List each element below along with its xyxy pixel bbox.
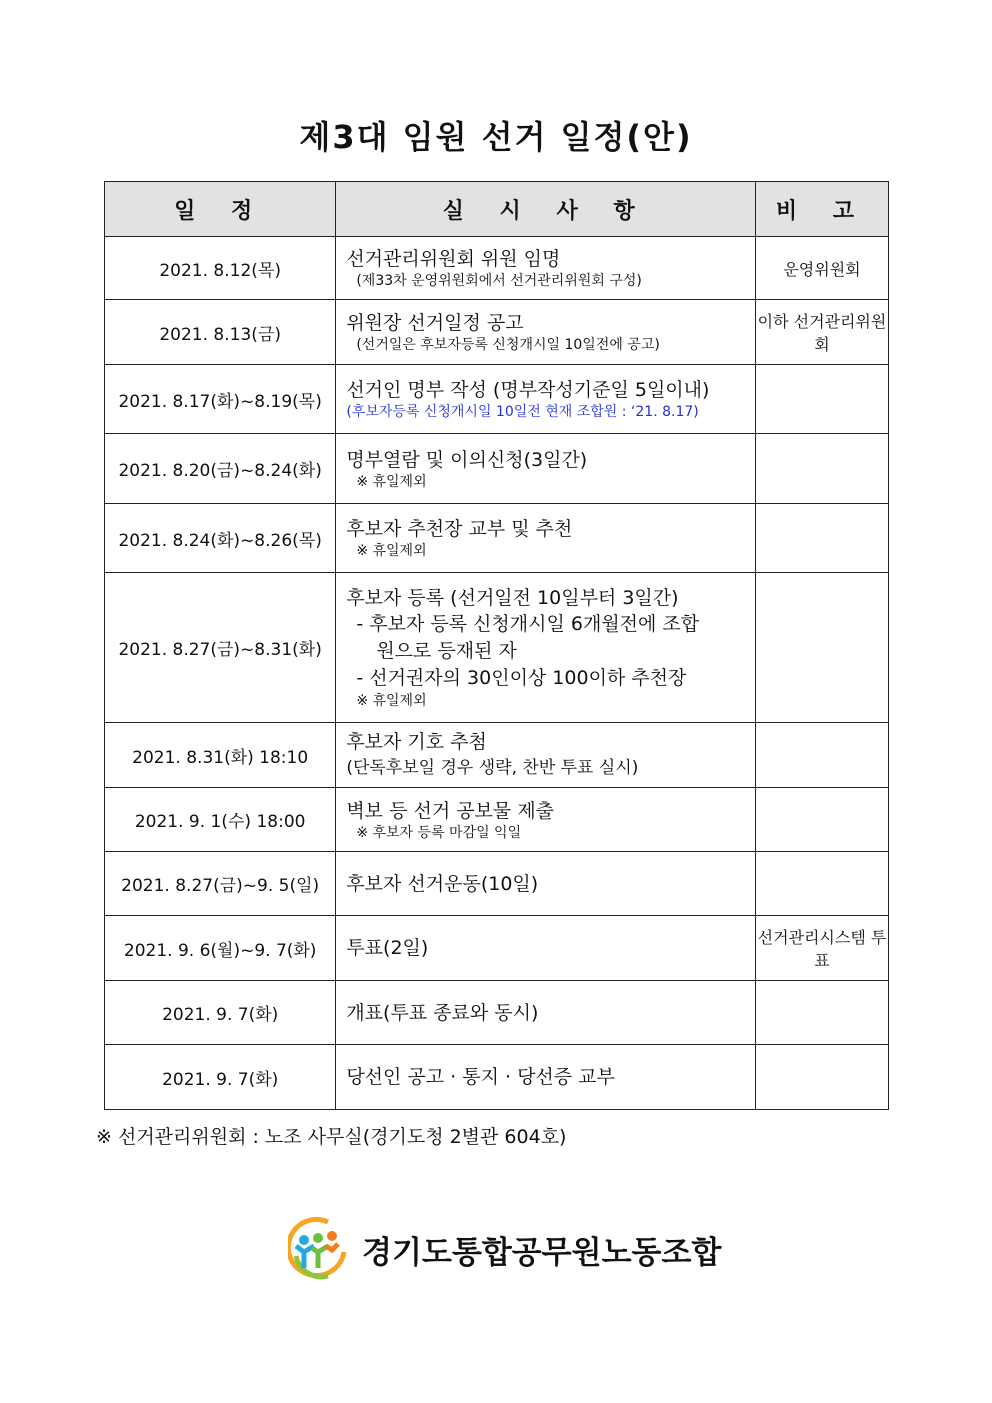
row-date: 2021. 8.17(화)~8.19(목) (105, 365, 336, 434)
action-detail: (제33차 운영위원회에서 선거관리위원회 구성) (356, 273, 642, 289)
row-note: 운영위원회 (755, 237, 888, 300)
document-title: 제3대 임원 선거 일정(안) (299, 118, 693, 156)
action-detail: ※ 휴일제외 (356, 473, 427, 490)
row-note (755, 573, 888, 723)
row-action (336, 788, 756, 852)
row-note (755, 504, 888, 573)
footnote: ※ 선거관리위원회 : 노조 사무실(경기도청 2별관 604호) (96, 1126, 567, 1148)
row-note: 선거관리시스템 투표 (755, 916, 888, 981)
row-date: 2021. 9. 7(화) (105, 981, 336, 1045)
row-date: 2021. 8.31(화) 18:10 (105, 723, 336, 788)
table-row (105, 365, 889, 434)
row-action (336, 916, 756, 981)
row-note (755, 852, 888, 916)
action-condition: - 후보자 등록 신청개시일 6개월전에 조합 (356, 613, 700, 635)
action-title: 개표(투표 종료와 동시) (346, 1001, 539, 1024)
table-row (105, 916, 889, 981)
row-action (336, 981, 756, 1045)
row-action (336, 573, 756, 723)
action-title: 당선인 공고 · 통지 · 당선증 교부 (346, 1066, 615, 1088)
action-title: 투표(2일) (346, 937, 429, 959)
table-row (105, 1045, 889, 1110)
row-note (755, 788, 888, 852)
row-action (336, 504, 756, 573)
header-note: 비 고 (755, 182, 888, 237)
table-row (105, 788, 889, 852)
table-row (105, 573, 889, 723)
row-action (336, 237, 756, 300)
row-note (755, 981, 888, 1045)
union-logo-icon (288, 1216, 350, 1282)
action-detail: (선거일은 후보자등록 신청개시일 10일전에 공고) (356, 337, 660, 353)
row-note (755, 365, 888, 434)
action-title: 벽보 등 선거 공보물 제출 (346, 799, 555, 822)
action-title: 선거관리위원회 위원 임명 (346, 248, 561, 270)
action-title: 위원장 선거일정 공고 (346, 312, 524, 334)
action-title: 후보자 추천장 교부 및 추천 (346, 518, 573, 540)
action-title: 후보자 등록 (선거일전 10일부터 3일간) (346, 587, 679, 609)
row-date: 2021. 9. 7(화) (105, 1045, 336, 1110)
action-condition: 원으로 등재된 자 (376, 640, 517, 662)
action-detail: ※ 휴일제외 (356, 543, 427, 559)
row-note (755, 723, 888, 788)
row-note: 이하 선거관리위원회 (755, 300, 888, 365)
row-date: 2021. 9. 1(수) 18:00 (105, 788, 336, 852)
action-title: 후보자 선거운동(10일) (346, 872, 539, 895)
org-name: 경기도통합공무원노동조합 (362, 1234, 722, 1271)
row-action (336, 434, 756, 504)
row-action (336, 365, 756, 434)
header-action: 실 시 사 항 (336, 182, 756, 237)
table-row (105, 852, 889, 916)
table-row (105, 237, 889, 300)
table-row (105, 723, 889, 788)
action-title: 선거인 명부 작성 (명부작성기준일 5일이내) (346, 379, 710, 401)
row-date: 2021. 8.13(금) (105, 300, 336, 365)
action-title: 후보자 기호 추첨 (346, 731, 487, 753)
table-row (105, 434, 889, 504)
table-row (105, 504, 889, 573)
action-detail: ※ 후보자 등록 마감일 익일 (356, 824, 522, 841)
action-detail: ※ 휴일제외 (356, 693, 427, 709)
action-title: 명부열람 및 이의신청(3일간) (346, 448, 588, 471)
row-date: 2021. 8.20(금)~8.24(화) (105, 434, 336, 504)
action-condition: - 선거권자의 30인이상 100이하 추천장 (356, 667, 687, 689)
row-date: 2021. 8.27(금)~8.31(화) (105, 573, 336, 723)
row-action (336, 1045, 756, 1110)
row-note (755, 1045, 888, 1110)
header-date: 일 정 (105, 182, 336, 237)
row-action (336, 852, 756, 916)
action-detail: (단독후보일 경우 생략, 찬반 투표 실시) (346, 758, 639, 778)
org-logo (288, 1216, 721, 1282)
table-row (105, 981, 889, 1045)
row-note (755, 434, 888, 504)
row-date: 2021. 9. 6(월)~9. 7(화) (105, 916, 336, 981)
table-row (105, 300, 889, 365)
row-date: 2021. 8.27(금)~9. 5(일) (105, 852, 336, 916)
action-detail: (후보자등록 신청개시일 10일전 현재 조합원 : ‘21. 8.17) (346, 404, 699, 420)
row-action (336, 723, 756, 788)
schedule-table (104, 181, 889, 1110)
row-date: 2021. 8.24(화)~8.26(목) (105, 504, 336, 573)
row-action (336, 300, 756, 365)
row-date: 2021. 8.12(목) (105, 237, 336, 300)
